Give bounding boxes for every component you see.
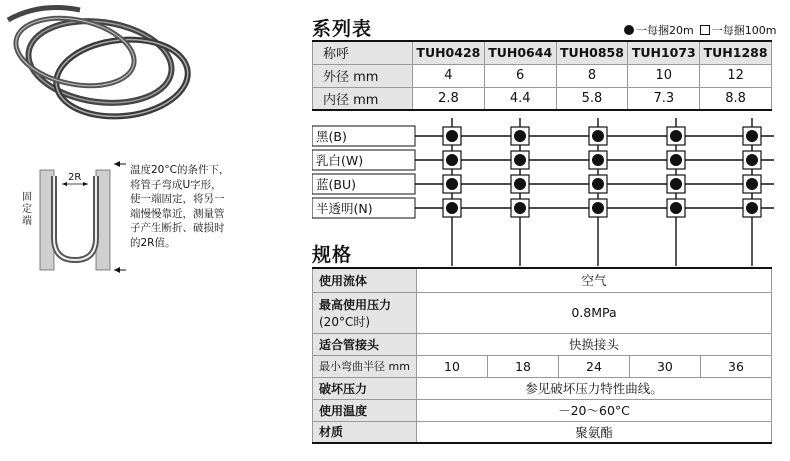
note-line: 使一端固定，将另一	[130, 193, 225, 205]
fluid-row	[313, 268, 772, 292]
outer-diameter-cell: 6	[484, 64, 556, 87]
bend-radius-cell: 30	[629, 355, 700, 377]
burst-label: 破坏压力	[313, 377, 417, 399]
availability-dot-icon	[670, 130, 682, 142]
availability-dot-icon	[592, 130, 604, 142]
fitting-value: 快换接头	[417, 333, 772, 355]
note-line: 端慢慢靠近，测量管	[130, 207, 225, 220]
availability-dot-icon	[592, 154, 604, 166]
availability-dot-icon	[746, 178, 758, 190]
inner-diameter-row	[313, 87, 772, 110]
availability-dot-icon	[670, 178, 682, 190]
bend-radius-cell: 18	[487, 355, 558, 377]
bend-radius-cell: 10	[417, 355, 488, 377]
color-label-black: 黑(B)	[316, 129, 347, 144]
empty-square-icon	[700, 25, 710, 35]
inner-diameter-cell: 8.8	[700, 87, 772, 110]
burst-row	[313, 377, 772, 399]
bend-radius-label: 最小弯曲半径 mm	[313, 355, 417, 377]
availability-dot-icon	[746, 202, 758, 214]
inner-diameter-cell: 5.8	[556, 87, 628, 110]
availability-dot-icon	[670, 202, 682, 214]
series-table	[312, 40, 772, 111]
fluid-label: 使用流体	[313, 268, 417, 292]
bend-radius-cell: 36	[700, 355, 771, 377]
color-label-blue: 蓝(BU)	[316, 177, 356, 192]
model-header: 称呼	[313, 41, 413, 64]
outer-diameter-row	[313, 64, 772, 87]
material-row	[313, 421, 772, 443]
temperature-value: －20～60°C	[417, 399, 772, 421]
spec-table	[312, 267, 772, 444]
availability-dot-icon	[514, 130, 526, 142]
note-line: 子产生断折、破损时	[130, 222, 225, 234]
fluid-value: 空气	[417, 268, 772, 292]
model-cell: TUH0428	[413, 41, 485, 64]
note-line: 温度20°C的条件下，	[130, 164, 230, 176]
bend-test-diagram	[18, 152, 128, 280]
burst-value: 参见破坏压力特性曲线。	[417, 377, 772, 399]
color-label-translucent: 半透明(N)	[316, 201, 373, 216]
model-cell: TUH1073	[628, 41, 700, 64]
inner-diameter-cell: 2.8	[413, 87, 485, 110]
availability-dot-icon	[446, 178, 458, 190]
availability-dot-icon	[446, 130, 458, 142]
outer-diameter-cell: 8	[556, 64, 628, 87]
legend	[624, 22, 776, 38]
availability-dot-icon	[746, 154, 758, 166]
fitting-label: 适合管接头	[313, 333, 417, 355]
model-row	[313, 41, 772, 64]
model-cell: TUH0858	[556, 41, 628, 64]
note-line: 的2R值。	[130, 236, 176, 249]
pressure-label-line1: 最高使用压力	[319, 297, 392, 312]
material-value: 聚氨酯	[417, 421, 772, 443]
legend-dot-text: 一每捆20m	[636, 24, 694, 37]
color-label-white: 乳白(W)	[316, 153, 364, 168]
note-line: 将管子弯成U字形，	[130, 178, 222, 191]
temperature-label: 使用温度	[313, 399, 417, 421]
temperature-row	[313, 399, 772, 421]
diagram-fixed-end-label: 固定端	[22, 192, 32, 227]
inner-diameter-header: 内径 mm	[313, 87, 413, 110]
model-cell: TUH1288	[700, 41, 772, 64]
availability-dot-icon	[446, 202, 458, 214]
series-heading: 系列表	[312, 18, 373, 40]
availability-dot-icon	[670, 154, 682, 166]
pressure-label-line2: (20°C时)	[319, 314, 371, 329]
outer-diameter-cell: 4	[413, 64, 485, 87]
spec-heading: 规格	[312, 244, 353, 266]
fitting-row	[313, 333, 772, 355]
bend-radius-cell: 24	[558, 355, 629, 377]
pressure-row	[313, 292, 772, 333]
outer-diameter-header: 外径 mm	[313, 64, 413, 87]
filled-circle-icon	[624, 25, 634, 35]
availability-dot-icon	[514, 178, 526, 190]
outer-diameter-cell: 12	[700, 64, 772, 87]
availability-dot-icon	[514, 202, 526, 214]
model-cell: TUH0644	[484, 41, 556, 64]
availability-dot-icon	[592, 178, 604, 190]
inner-diameter-cell: 4.4	[484, 87, 556, 110]
bend-radius-row	[313, 355, 772, 377]
availability-dot-icon	[446, 154, 458, 166]
tube-coil-photo	[0, 0, 200, 125]
diagram-2r-label: 2R	[68, 172, 82, 183]
pressure-value: 0.8MPa	[417, 292, 772, 333]
availability-dot-icon	[592, 202, 604, 214]
availability-dot-icon	[746, 130, 758, 142]
pressure-label	[313, 292, 417, 333]
material-label: 材质	[313, 421, 417, 443]
availability-dot-icon	[514, 154, 526, 166]
inner-diameter-cell: 7.3	[628, 87, 700, 110]
bend-test-note	[130, 163, 268, 250]
outer-diameter-cell: 10	[628, 64, 700, 87]
legend-square-text: 一每捆100m	[711, 24, 777, 37]
